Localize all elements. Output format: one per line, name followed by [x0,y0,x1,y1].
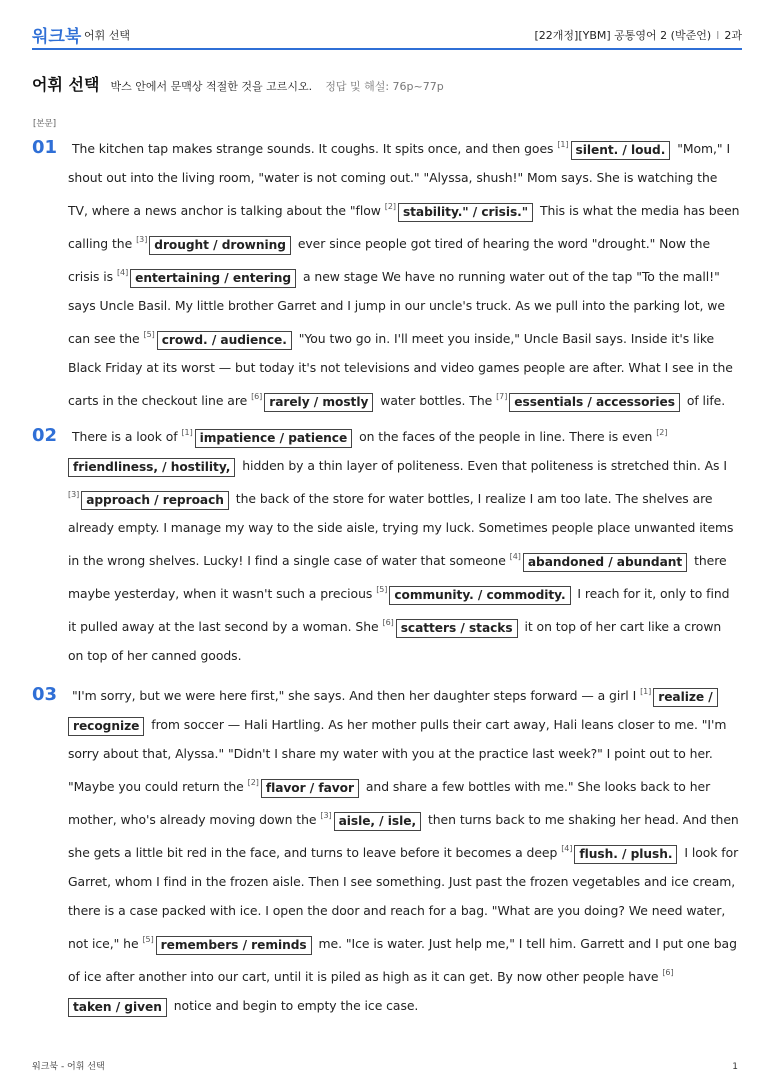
blank-marker: [7] [496,392,508,401]
title-instruction: 박스 안에서 문맥상 적절한 것을 고르시오. [110,80,313,93]
page-number: 1 [732,1062,738,1072]
passage-text: "I'm sorry, but we were here first," she says. And then her daughter steps forward — a girl I [72,688,637,703]
passage-text: I reach for it, only to find it pulled away at the last second by a woman. She [68,586,730,634]
choice-box[interactable]: community. / commodity. [389,586,570,605]
passage-text: "You two go in. I'll meet you inside," Uncle Basil says. Inside it's like Black Friday at its worst — but today it's not televisions and video games people are after. What I see in the carts in the checkout line are [68,331,733,408]
question-number-02: 02 [32,425,58,446]
question-number-01: 01 [32,137,58,158]
choice-box[interactable]: impatience / patience [195,429,353,448]
blank-marker: [3] [320,811,332,820]
passage-text: The kitchen tap makes strange sounds. It coughs. It spits once, and then goes [72,141,554,156]
choice-box[interactable]: approach / reproach [81,491,229,510]
passage-text: hidden by a thin layer of politeness. Even that politeness is stretched thin. As I [242,458,727,473]
blank-marker: [2] [384,202,396,211]
choice-box[interactable]: flavor / favor [261,779,359,798]
passage-text: of life. [686,393,726,408]
title-main: 어휘 선택 [32,75,100,94]
passage-text: water bottles. The [380,393,493,408]
blank-marker: [2] [247,778,259,787]
passage-text: on the faces of the people in line. There is even [359,429,653,444]
passage-02 [68,418,740,670]
blank-marker: [1] [181,428,193,437]
blank-marker: [4] [509,552,521,561]
choice-box[interactable]: realize / [653,688,717,707]
passage-text: from soccer — Hali Hartling. As her mother pulls their cart away, Hali leans closer to me. "I'm sorry about that, Alyssa." "Didn't I share my water with you at the practice last week?" I point out to her. "Maybe you could return the [68,717,727,794]
choice-box[interactable]: abandoned / abundant [523,553,687,572]
lesson-label: 2과 [724,29,742,42]
choice-box[interactable]: crowd. / audience. [157,331,292,350]
choice-box[interactable]: scatters / stacks [396,619,518,638]
header-separator: I [716,29,720,42]
passage-text: me. "Ice is water. Just help me," I tell him. Garrett and I put one bag of ice after another into our cart, until it is piled as high as it can get. By now other people have [68,936,737,984]
blank-marker: [6] [382,618,394,627]
section-tag: [본문] [33,119,57,129]
passage-text: "Mom," I shout out into the living room, "water is not coming out." "Alyssa, shush!" Mom says. She is watching the TV, where a news anchor is talking about the "flow [68,141,731,218]
blank-marker: [2] [656,428,668,437]
choice-box[interactable]: stability." / crisis." [398,203,533,222]
choice-box[interactable]: flush. / plush. [574,845,677,864]
question-number-03: 03 [32,684,58,705]
blank-marker: [4] [561,844,573,853]
blank-marker: [5] [143,330,155,339]
passage-text: This is what the media has been calling the [68,203,740,251]
passage-text: I look for Garret, whom I find in the frozen aisle. Then I see something. Just past the frozen vegetables and ice cream, there is a case packed with ice. I open the door and reach for a bag. "What are you doing? We need water, not ice," he [68,845,739,951]
blank-marker: [3] [68,490,80,499]
blank-marker: [6] [662,968,674,977]
page-header [32,20,742,50]
passage-text: it on top of her cart like a crown on top of her canned goods. [68,619,722,663]
header-course-info [535,27,743,43]
footer-title: 워크북 - 어휘 선택 [32,1062,105,1072]
passage-text: a new stage We have no running water out of the tap "To the mall!" says Uncle Basil. My little brother Garret and I jump in our uncle's truck. As we pull into the parking lot, we can see the [68,269,725,346]
header-subtitle: 어휘 선택 [84,29,131,42]
choice-box[interactable]: entertaining / entering [130,269,296,288]
page-title [32,72,444,95]
brand-title: 워크북 [32,27,82,47]
passage-text: there maybe yesterday, when it wasn't such a precious [68,553,727,601]
choice-box[interactable]: recognize [68,717,144,736]
choice-box[interactable]: taken / given [68,998,167,1017]
choice-box[interactable]: friendliness, / hostility, [68,458,235,477]
choice-box[interactable]: drought / drowning [149,236,291,255]
passage-text: ever since people got tired of hearing the word "drought." Now the crisis is [68,236,711,284]
passage-text: notice and begin to empty the ice case. [173,998,419,1013]
blank-marker: [4] [116,268,129,277]
passage-01 [68,130,740,415]
choice-box[interactable]: rarely / mostly [264,393,373,412]
choice-box[interactable]: silent. / loud. [571,141,671,160]
blank-marker: [5] [142,935,154,944]
passage-text: and share a few bottles with me." She looks back to her mother, who's already moving down the [68,779,711,827]
blank-marker: [1] [557,140,569,149]
choice-box[interactable]: essentials / accessories [509,393,680,412]
course-name: [22개정][YBM] 공통영어 2 (박준언) [534,29,712,42]
choice-box[interactable]: aisle, / isle, [334,812,421,831]
blank-marker: [5] [376,585,388,594]
choice-box[interactable]: remembers / reminds [156,936,312,955]
passage-text: the back of the store for water bottles, I realize I am too late. The shelves are already empty. I manage my way to the side aisle, trying my luck. Sometimes people place unwanted items in the wrong shelves. Lucky! I find a single case of water that someone [68,491,734,568]
passage-03 [68,677,740,1020]
passage-text: then turns back to me shaking her head. And then she gets a little bit red in the face, and turns to leave before it becomes a deep [68,812,739,860]
blank-marker: [3] [136,235,148,244]
passage-text: There is a look of [72,429,178,444]
blank-marker: [6] [251,392,263,401]
blank-marker: [1] [640,687,652,696]
answer-reference: 정답 및 해설: 76p~77p [325,80,444,93]
